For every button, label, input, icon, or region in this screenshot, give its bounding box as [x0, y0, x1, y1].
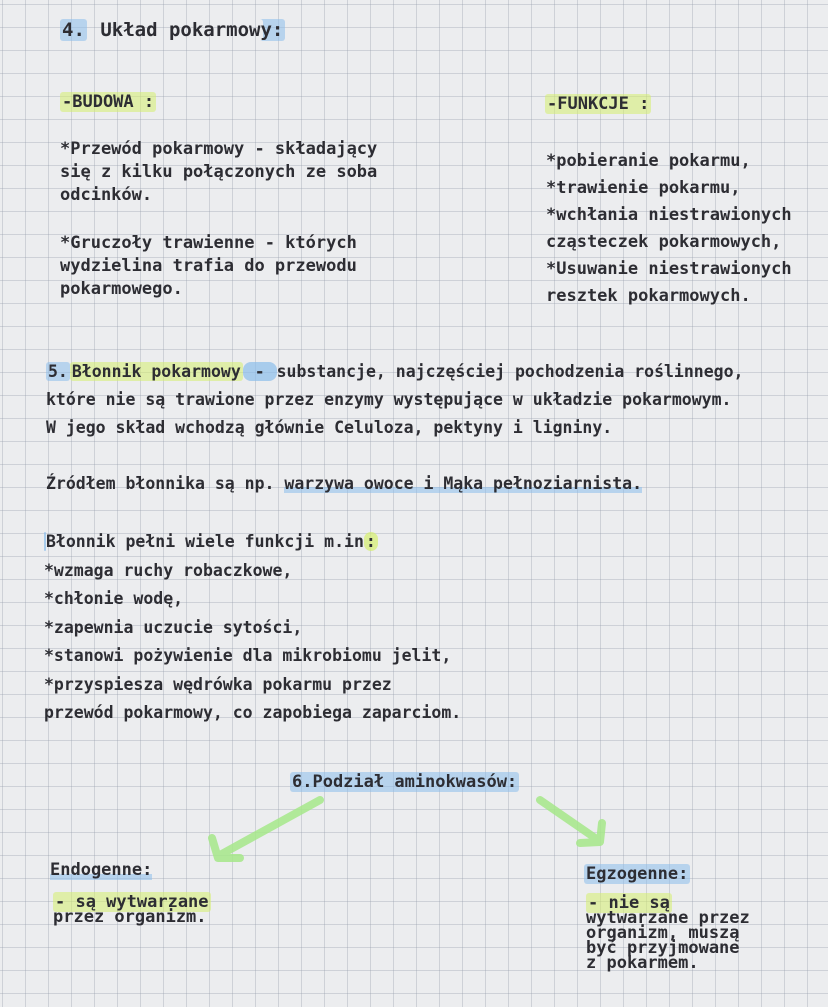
fiber-function-item: *wzmaga ruchy robaczkowe,	[44, 560, 293, 580]
egzogenne-desc-line: być przyjmowane	[586, 938, 740, 958]
egzogenne-desc-line: organizm, muszą	[586, 923, 740, 943]
fiber-functions-intro-text: Błonnik pełni wiele funkcji m.in	[46, 532, 364, 551]
funkcje-item: *Usuwanie niestrawionych	[546, 259, 792, 279]
budowa-item-2-line: pokarmowego.	[60, 279, 183, 299]
section-4-number: 4.	[62, 19, 85, 41]
section-5-dash: -	[244, 362, 275, 381]
fiber-function-item: *stanowi pożywienie dla mikrobiomu jelit,	[44, 646, 452, 665]
egzogenne-desc-line: - nie są	[588, 893, 670, 913]
egzogenne-heading: Egzogenne:	[586, 864, 689, 884]
funkcje-heading: -FUNKCJE :	[547, 94, 650, 114]
section-6-title: 6.Podział aminokwasów:	[292, 772, 518, 792]
section-5-def-3: W jego skład wchodzą głównie Celuloza, pektyny i ligniny.	[46, 418, 613, 437]
endogenne-desc	[53, 892, 211, 927]
section-4-heading: Układ pokarmowy:	[100, 19, 284, 41]
section-5-number: 5.	[48, 362, 68, 381]
egzogenne-desc	[586, 893, 750, 973]
fiber-functions-colon: :	[365, 532, 376, 551]
egzogenne-desc-line: wytwarzane przez	[586, 908, 750, 928]
fiber-function-item: *chłonie wodę,	[44, 589, 184, 608]
funkcje-item: resztek pokarmowych.	[546, 286, 751, 306]
budowa-item-2-line: *Gruczoły trawienne - których	[60, 233, 357, 253]
fiber-function-item: *zapewnia uczucie sytości,	[44, 617, 303, 637]
sources-highlight: warzywa owoce i Mąka pełnoziarnista.	[284, 474, 643, 493]
budowa-item-1-line: *Przewód pokarmowy - składający	[60, 139, 378, 159]
fiber-function-item: przewód pokarmowy, co zapobiega zaparciom.	[44, 703, 462, 722]
budowa-item-2-line: wydzielina trafia do przewodu	[60, 256, 357, 276]
endogenne-desc-line: - są wytwarzane	[55, 892, 209, 912]
funkcje-item: *pobieranie pokarmu,	[546, 151, 751, 171]
section-5-term: Błonnik pokarmowy	[71, 362, 241, 381]
arrow-left	[220, 800, 320, 855]
fiber-function-item: *przyspiesza wędrówka pokarmu przez	[44, 674, 392, 694]
arrow-right	[540, 800, 598, 840]
budowa-heading: -BUDOWA :	[62, 92, 155, 112]
egzogenne-desc-line: z pokarmem.	[586, 953, 699, 973]
sources-prefix: Źródłem błonnika są np.	[46, 474, 285, 493]
budowa-item-1-line: się z kilku połączonych ze soba	[60, 162, 378, 182]
budowa-item-1-line: odcinków.	[60, 185, 153, 205]
funkcje-item: *trawienie pokarmu,	[546, 178, 741, 198]
section-5-def-1: substancje, najczęściej pochodzenia roślinnego,	[276, 362, 744, 381]
endogenne-heading: Endogenne:	[50, 860, 153, 880]
endogenne-desc-line: przez organizm.	[53, 907, 207, 927]
funkcje-item: cząsteczek pokarmowych,	[546, 232, 782, 252]
section-5-def-2: które nie są trawione przez enzymy występujące w układzie pokarmowym.	[46, 390, 732, 409]
funkcje-item: *wchłania niestrawionych	[546, 205, 792, 225]
